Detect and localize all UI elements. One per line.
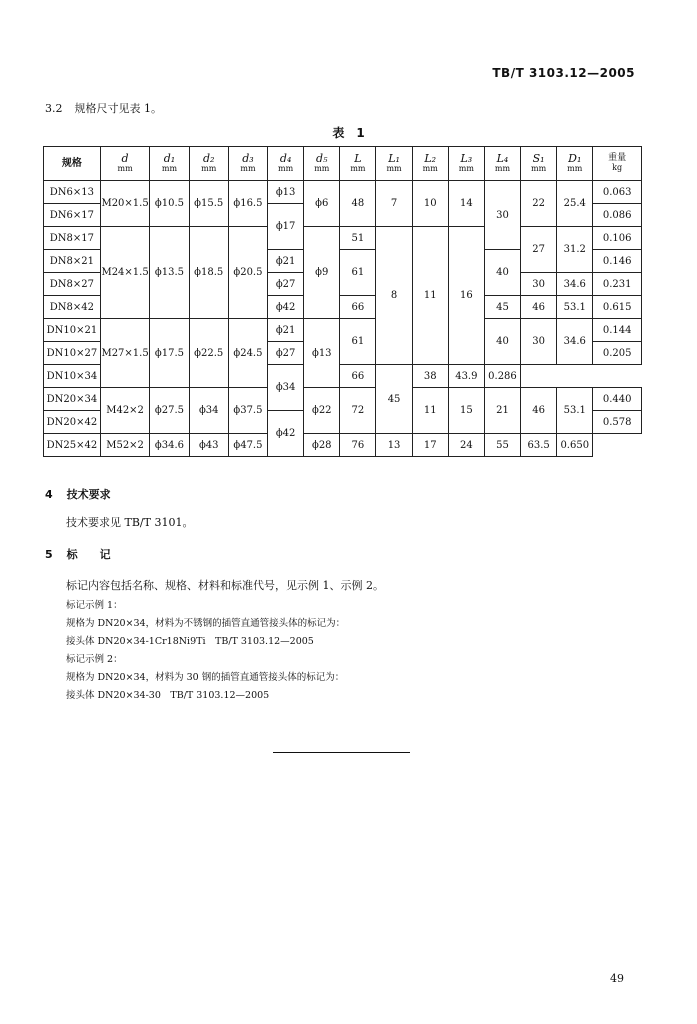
header-unit: mm	[240, 164, 256, 174]
weight-cell: 0.440	[593, 388, 642, 411]
header-unit: mm	[350, 164, 366, 174]
table-row	[44, 434, 642, 457]
header-symbol: 重量	[608, 153, 627, 164]
spec-cell: DN8×27	[44, 273, 101, 296]
table-row	[44, 227, 642, 250]
table-cell: ϕ24.5	[228, 319, 267, 388]
end-rule	[273, 752, 410, 753]
header-symbol: d	[121, 152, 129, 166]
spec-cell: DN20×42	[44, 411, 101, 434]
table-cell: ϕ16.5	[228, 181, 267, 227]
section-number: 5	[45, 548, 53, 561]
table-cell: ϕ13	[304, 319, 340, 388]
table-cell: 30	[521, 273, 557, 296]
table-cell: 13	[376, 434, 412, 457]
header-symbol: d₅	[316, 152, 328, 166]
header-symbol: L₁	[388, 152, 400, 166]
table-cell: 15	[448, 388, 484, 434]
weight-cell: 0.146	[593, 250, 642, 273]
clause-text: 规格尺寸见表 1。	[74, 102, 162, 115]
table-cell: 27	[521, 227, 557, 273]
table-cell: 48	[340, 181, 376, 227]
table-cell: 7	[376, 181, 412, 227]
table-cell: 16	[448, 227, 484, 365]
table-cell: 61	[340, 250, 376, 296]
table-cell: 17	[412, 434, 448, 457]
section-4-heading	[45, 486, 111, 502]
table-cell: 10	[412, 181, 448, 227]
standard-code: TB/T 3103.12—2005	[492, 66, 635, 80]
example-1-label: 标记示例 1：	[66, 600, 123, 611]
header-spec	[44, 147, 101, 181]
header-d5	[304, 147, 340, 181]
header-L4	[484, 147, 520, 181]
table-cell: M20×1.5	[100, 181, 150, 227]
table-cell: ϕ13	[268, 181, 304, 204]
header-L	[340, 147, 376, 181]
header-unit: mm	[278, 164, 294, 174]
table-cell: 34.6	[557, 273, 593, 296]
table-cell: ϕ21	[268, 250, 304, 273]
section-number: 4	[45, 488, 53, 501]
header-symbol: L₄	[496, 152, 509, 166]
header-symbol: d₄	[279, 152, 292, 166]
table-cell: 66	[340, 365, 376, 388]
table-cell: 40	[484, 319, 520, 365]
header-d	[100, 147, 150, 181]
header-d4	[268, 147, 304, 181]
table-cell: 24	[448, 434, 484, 457]
header-L1	[376, 147, 412, 181]
table-cell: ϕ27.5	[150, 388, 189, 434]
table-cell: 11	[412, 388, 448, 434]
weight-cell: 0.650	[557, 434, 593, 457]
header-d3	[228, 147, 267, 181]
spec-cell: DN10×27	[44, 342, 101, 365]
weight-cell: 0.086	[593, 204, 642, 227]
spec-cell: DN20×34	[44, 388, 101, 411]
spec-cell: DN10×21	[44, 319, 101, 342]
spec-table	[43, 146, 642, 457]
spec-cell: DN6×13	[44, 181, 101, 204]
table-header-row	[44, 147, 642, 181]
table-cell: ϕ22	[304, 388, 340, 434]
header-d2	[189, 147, 228, 181]
table-cell: ϕ17	[268, 204, 304, 250]
table-cell: 72	[340, 388, 376, 434]
table-cell: 66	[340, 296, 376, 319]
table-cell: 31.2	[557, 227, 593, 273]
spec-cell: DN8×21	[44, 250, 101, 273]
table-cell: M52×2	[100, 434, 150, 457]
weight-cell: 0.205	[593, 342, 642, 365]
header-unit: mm	[117, 164, 133, 174]
header-unit: mm	[567, 164, 583, 174]
header-D1	[557, 147, 593, 181]
spec-cell: DN10×34	[44, 365, 101, 388]
table-cell: 46	[521, 388, 557, 434]
table-cell: 34.6	[557, 319, 593, 365]
weight-cell: 0.144	[593, 319, 642, 342]
clause-3-2	[45, 100, 162, 116]
table-cell: ϕ9	[304, 227, 340, 319]
section-title: 技术要求	[66, 488, 111, 501]
table-cell: M24×1.5	[100, 227, 150, 319]
table-cell: ϕ34	[268, 365, 304, 411]
table-cell: 21	[484, 388, 520, 434]
header-weight	[593, 147, 642, 181]
table-cell: ϕ42	[268, 411, 304, 457]
header-unit: mm	[314, 164, 330, 174]
table-cell: ϕ6	[304, 181, 340, 227]
table-cell: 30	[484, 181, 520, 250]
table-cell: ϕ47.5	[228, 434, 267, 457]
weight-cell: 0.106	[593, 227, 642, 250]
weight-cell: 0.615	[593, 296, 642, 319]
table-cell: ϕ22.5	[189, 319, 228, 388]
header-L2	[412, 147, 448, 181]
clause-number: 3.2	[45, 102, 63, 115]
header-symbol: L₂	[424, 152, 437, 166]
table-cell: ϕ34.6	[150, 434, 189, 457]
table-cell: ϕ10.5	[150, 181, 189, 227]
header-d1	[150, 147, 189, 181]
table-caption: 表 1	[332, 126, 365, 140]
section-title-part: 标	[66, 548, 78, 561]
example-2-label: 标记示例 2：	[66, 654, 123, 665]
table-cell: 43.9	[448, 365, 484, 388]
table-cell: ϕ37.5	[228, 388, 267, 434]
header-symbol: d₁	[163, 152, 176, 166]
header-symbol: S₁	[532, 152, 545, 166]
table-cell: 22	[521, 181, 557, 227]
example-2-mark: 接头体 DN20×34-30 TB/T 3103.12—2005	[66, 690, 270, 701]
weight-cell: 0.231	[593, 273, 642, 296]
header-symbol: d₃	[242, 152, 254, 166]
spec-cell: DN8×42	[44, 296, 101, 319]
table-cell: ϕ17.5	[150, 319, 189, 388]
header-L3	[448, 147, 484, 181]
table-cell: 25.4	[557, 181, 593, 227]
weight-cell: 0.286	[484, 365, 520, 388]
table-cell: 8	[376, 227, 412, 365]
header-unit: mm	[386, 164, 402, 174]
table-cell: 45	[484, 296, 520, 319]
table-cell: M42×2	[100, 388, 150, 434]
weight-cell: 0.578	[593, 411, 642, 434]
table-row	[44, 181, 642, 204]
example-1-desc: 规格为 DN20×34，材料为不锈钢的插管直通管接头体的标记为：	[66, 618, 346, 629]
table-cell: 53.1	[557, 296, 593, 319]
header-unit: mm	[161, 164, 178, 174]
table-cell: ϕ27	[268, 273, 304, 296]
table-cell: ϕ13.5	[150, 227, 189, 319]
example-1-mark: 接头体 DN20×34-1Cr18Ni9Ti TB/T 3103.12—2005	[66, 636, 314, 647]
table-cell: ϕ27	[268, 342, 304, 365]
table-cell: ϕ34	[189, 388, 228, 434]
table-cell: 11	[412, 227, 448, 365]
table-cell: ϕ20.5	[228, 227, 267, 319]
header-symbol: L	[354, 152, 362, 166]
table-cell: 40	[484, 250, 520, 296]
page-number: 49	[610, 972, 624, 985]
table-cell: M27×1.5	[100, 319, 150, 388]
table-cell: 45	[376, 365, 412, 434]
table-cell: ϕ15.5	[189, 181, 228, 227]
table-row	[44, 319, 642, 342]
table-cell: 55	[484, 434, 520, 457]
table-cell: 61	[340, 319, 376, 365]
table-cell: ϕ18.5	[189, 227, 228, 319]
header-S1	[521, 147, 557, 181]
spec-cell: DN25×42	[44, 434, 101, 457]
header-symbol: d₂	[202, 152, 215, 166]
table-cell: ϕ42	[268, 296, 304, 319]
section-5-heading	[45, 546, 111, 562]
table-cell: 46	[521, 296, 557, 319]
example-2-desc: 规格为 DN20×34，材料为 30 钢的插管直通管接头体的标记为：	[66, 672, 345, 683]
table-cell: 53.1	[557, 388, 593, 434]
section-5-intro: 标记内容包括名称、规格、材料和标准代号，见示例 1、示例 2。	[66, 579, 384, 592]
table-cell: 38	[412, 365, 448, 388]
header-unit: mm	[422, 164, 438, 174]
header-label: 规格	[61, 158, 82, 169]
header-unit: kg	[612, 163, 623, 173]
table-cell: 76	[340, 434, 376, 457]
table-cell: 63.5	[521, 434, 557, 457]
table-cell: ϕ21	[268, 319, 304, 342]
table-cell: 30	[521, 319, 557, 365]
spec-cell: DN8×17	[44, 227, 101, 250]
table-row	[44, 388, 642, 411]
table-cell: ϕ43	[189, 434, 228, 457]
header-unit: mm	[458, 164, 474, 174]
section-4-text: 技术要求见 TB/T 3101。	[66, 516, 194, 529]
table-cell: ϕ28	[304, 434, 340, 457]
table-cell: 51	[340, 227, 376, 250]
spec-cell: DN6×17	[44, 204, 101, 227]
section-title-part: 记	[99, 548, 111, 561]
header-unit: mm	[494, 164, 511, 174]
table-cell: 14	[448, 181, 484, 227]
weight-cell: 0.063	[593, 181, 642, 204]
header-unit: mm	[531, 164, 547, 174]
header-unit: mm	[201, 164, 217, 174]
header-symbol: L₃	[460, 152, 473, 166]
header-symbol: D₁	[568, 152, 582, 166]
